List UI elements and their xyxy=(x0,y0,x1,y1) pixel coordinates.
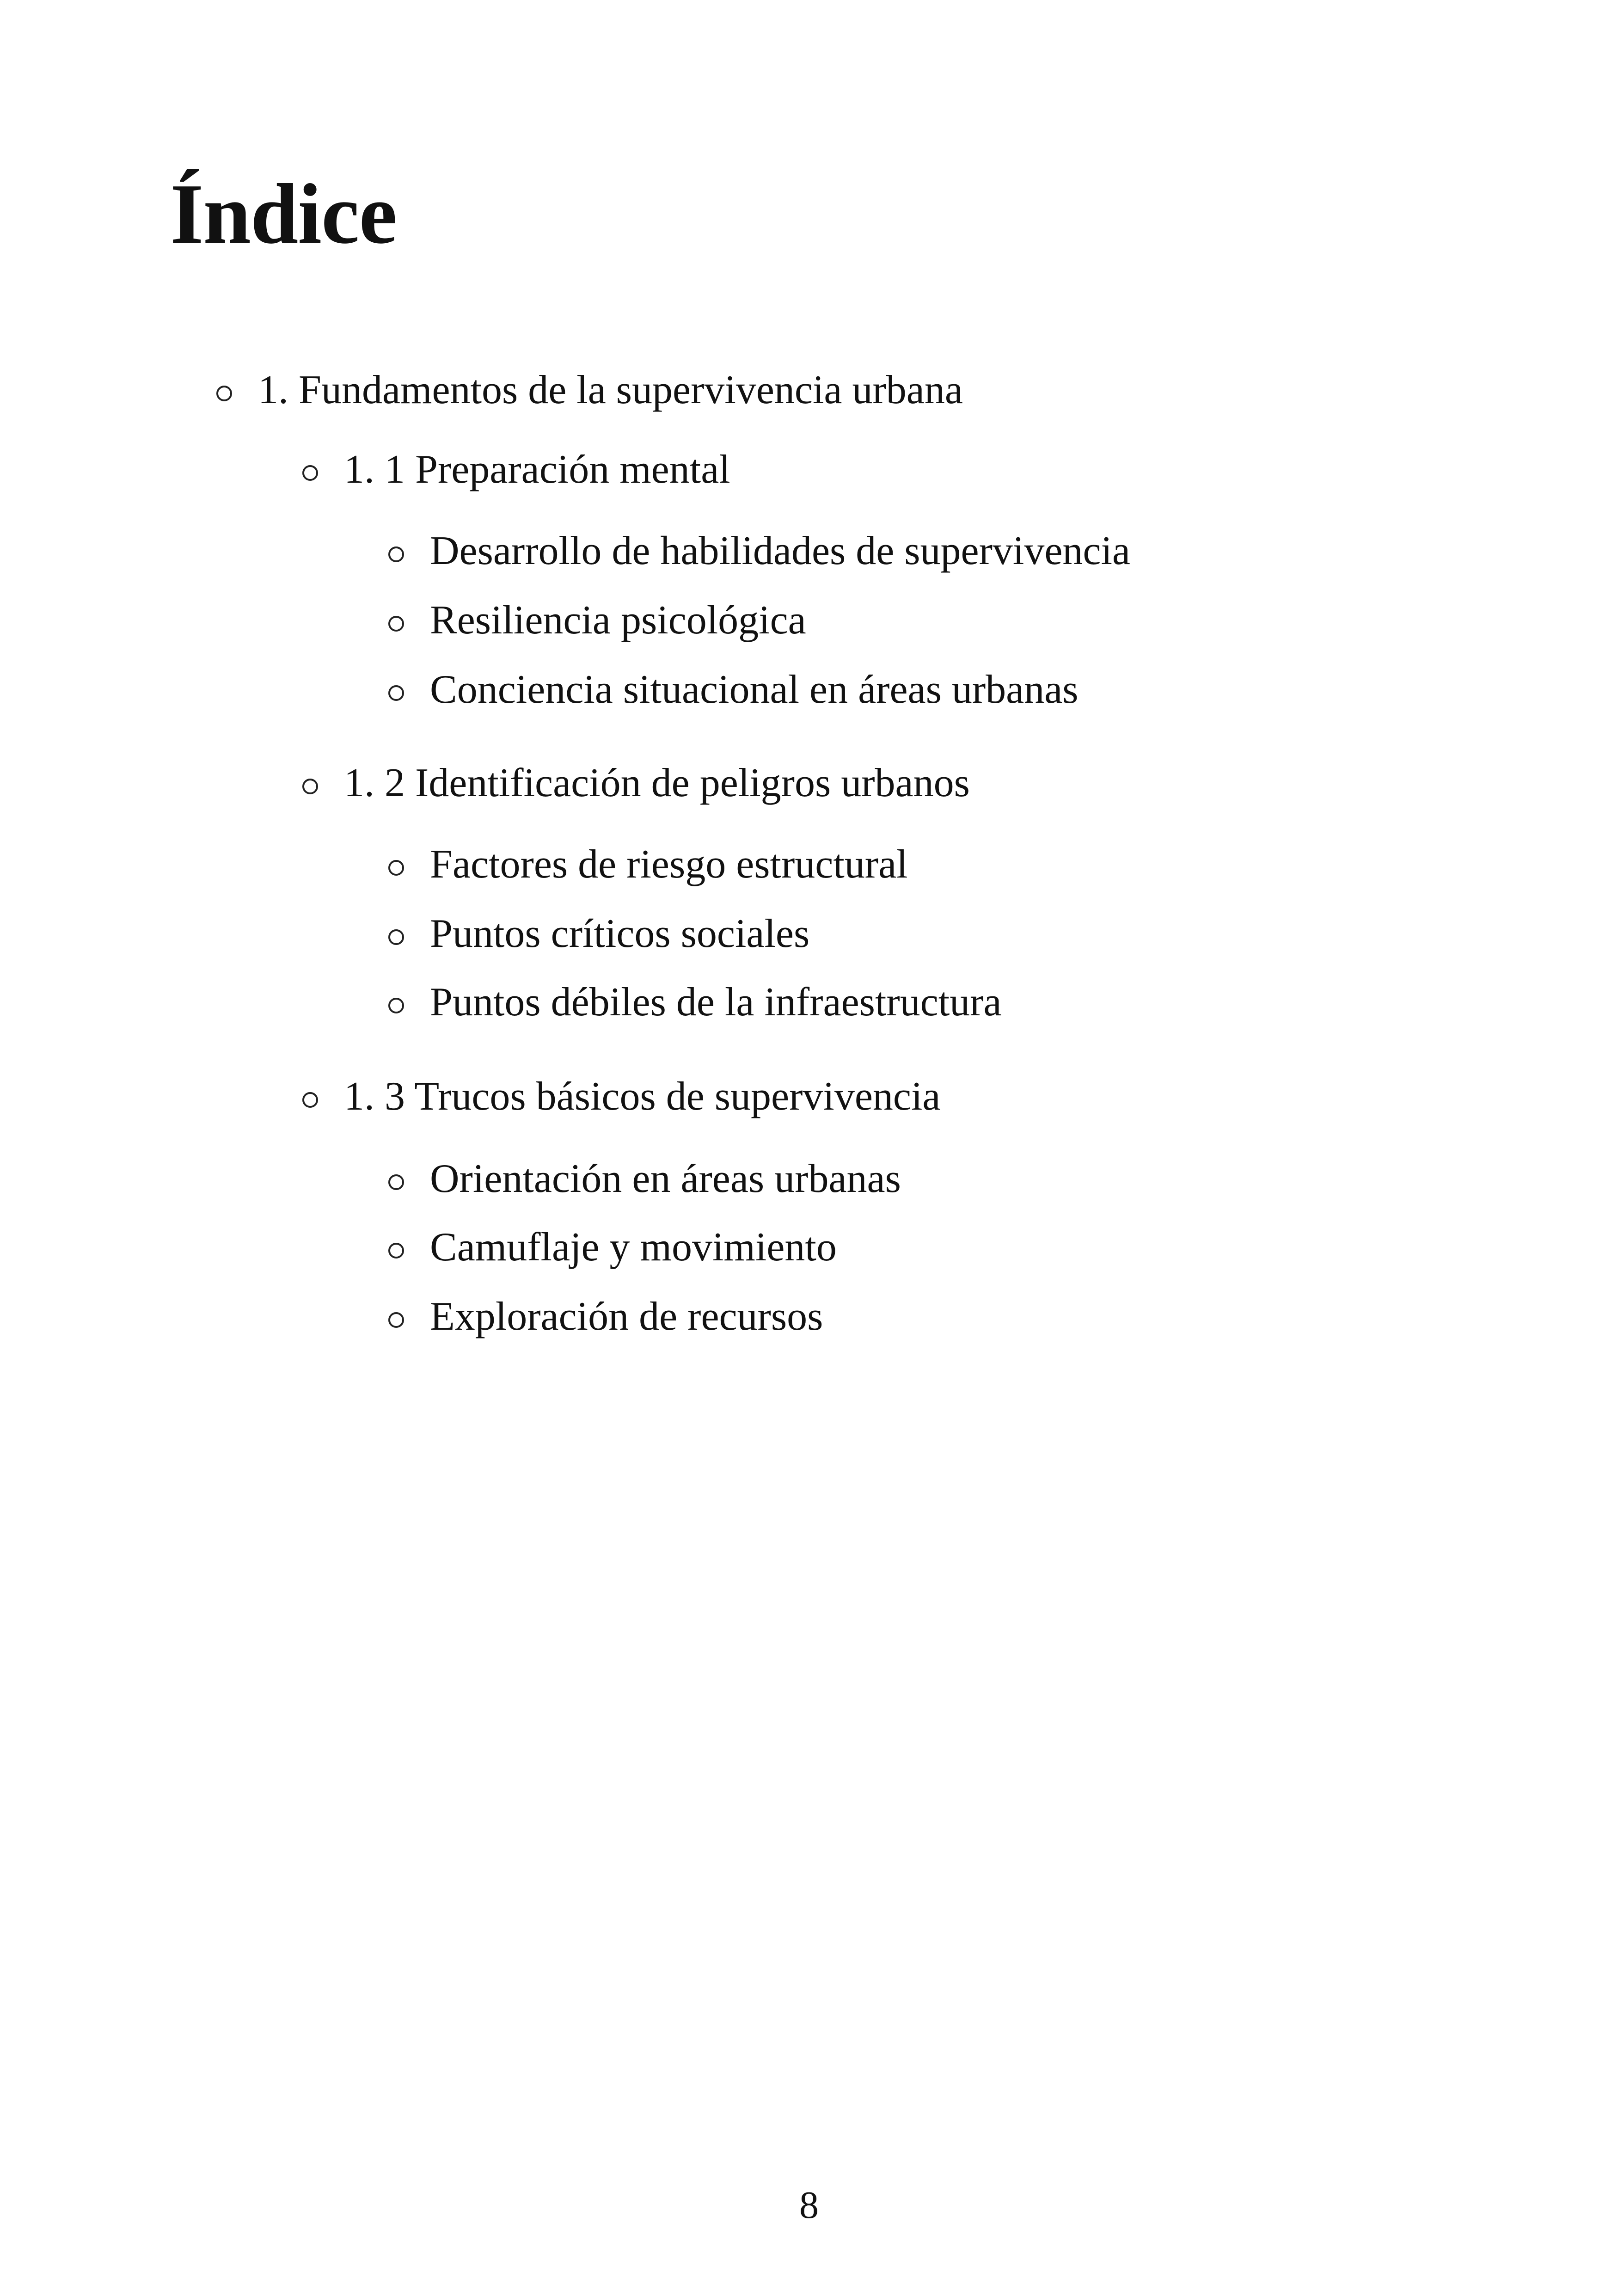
toc-entry-label: Exploración de recursos xyxy=(430,1294,823,1339)
hollow-bullet-icon xyxy=(388,929,404,945)
toc-entry-label: Puntos críticos sociales xyxy=(430,911,810,956)
hollow-bullet-icon xyxy=(302,779,318,794)
toc-chapter-1[interactable] xyxy=(216,370,963,411)
toc-entry-label: Desarrollo de habilidades de supervivencia xyxy=(430,528,1130,573)
toc-entry-label: 1. 2 Identificación de peligros urbanos xyxy=(344,761,970,805)
toc-subsection-item[interactable] xyxy=(388,669,1079,710)
hollow-bullet-icon xyxy=(388,616,404,632)
hollow-bullet-icon xyxy=(216,386,232,401)
toc-subsection-item[interactable] xyxy=(388,1227,837,1268)
toc-section-1-1[interactable] xyxy=(302,449,730,490)
toc-entry-label: Factores de riesgo estructural xyxy=(430,842,908,887)
toc-subsection-item[interactable] xyxy=(388,528,1130,573)
hollow-bullet-icon xyxy=(388,860,404,876)
toc-entry-label: Puntos débiles de la infraestructura xyxy=(430,980,1002,1025)
toc-subsection-item[interactable] xyxy=(388,1156,901,1201)
page-number: 8 xyxy=(799,2184,819,2227)
toc-subsection-item[interactable] xyxy=(388,844,908,885)
hollow-bullet-icon xyxy=(388,685,404,701)
hollow-bullet-icon xyxy=(388,998,404,1013)
hollow-bullet-icon xyxy=(388,1312,404,1328)
toc-entry-label: 1. 3 Trucos básicos de supervivencia xyxy=(344,1074,941,1119)
toc-section-1-2[interactable] xyxy=(302,763,970,804)
toc-subsection-item[interactable] xyxy=(388,982,1002,1023)
page-title: Índice xyxy=(170,166,397,262)
toc-entry-label: 1. 1 Preparación mental xyxy=(344,447,730,492)
toc-subsection-item[interactable] xyxy=(388,911,810,956)
toc-entry-label: Resiliencia psicológica xyxy=(430,598,806,643)
toc-entry-label: Camuflaje y movimiento xyxy=(430,1225,837,1270)
toc-subsection-item[interactable] xyxy=(388,600,806,641)
hollow-bullet-icon xyxy=(388,1243,404,1259)
toc-section-1-3[interactable] xyxy=(302,1076,940,1117)
hollow-bullet-icon xyxy=(388,1174,404,1190)
toc-subsection-item[interactable] xyxy=(388,1296,823,1337)
toc-entry-label: Conciencia situacional en áreas urbanas xyxy=(430,667,1079,712)
hollow-bullet-icon xyxy=(302,465,318,481)
toc-entry-label: Orientación en áreas urbanas xyxy=(430,1156,901,1201)
toc-entry-label: 1. Fundamentos de la supervivencia urbana xyxy=(258,368,963,412)
hollow-bullet-icon xyxy=(302,1092,318,1108)
hollow-bullet-icon xyxy=(388,546,404,562)
